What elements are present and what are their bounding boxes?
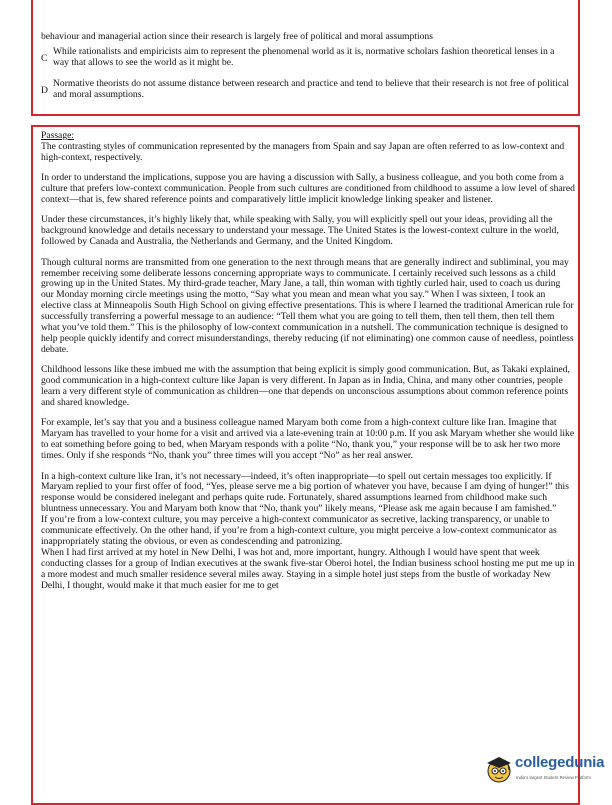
option-b-continuation: behaviour and managerial action since their research is largely free of political and moral assumptions xyxy=(41,31,433,42)
graduate-mascot-icon xyxy=(484,754,514,784)
option-c-letter: C xyxy=(41,53,48,64)
passage-paragraph-2: In order to understand the implications, suppose you are having a discussion with Sally, a business colleague, and you both come from a culture that prefers low-context communication. People from such cultures are conditioned from childhood to assume a low level of shared context—that is, few shared reference points and comparatively little implicit knowledge linking speaker and listener. xyxy=(41,172,575,206)
passage-paragraph-1: The contrasting styles of communication represented by the managers from Spain and say Japan are often referred to as low-context and high-context, respectively. xyxy=(41,140,565,163)
passage-paragraph-7: In a high-context culture like Iran, it’s not necessary—indeed, it’s often inappropriate—to spell out certain messages too explicitly. If Maryam replied to your first offer of food, “Yes, please serve me a big portion of whatever you have, because I am dying of hunger!” this response would be considered inelegant and perhaps quite rude. Fortunately, shared assumptions learned from childhood make such bluntness unnecessary. You and Maryam both know that “No, thank you” likely means, “Please ask me again because I am famished.” xyxy=(41,470,569,515)
option-d[interactable] xyxy=(41,79,573,101)
passage-paragraph-3: Under these circumstances, it’s highly likely that, while speaking with Sally, you will explicitly spell out your ideas, providing all the background knowledge and details necessary to understand your message. The United States is the lowest-context culture in the world, followed by Canada and Australia, the Netherlands and Germany, and the United Kingdom. xyxy=(41,214,559,248)
question-options-box xyxy=(31,0,580,116)
option-d-letter: D xyxy=(41,85,48,96)
option-c-text: While rationalists and empiricists aim to represent the phenomenal world as it is, normative scholars fashion theoretical lenses in a way that allows to see the world as it might be. xyxy=(53,46,555,68)
brand-tagline: India's largest Student Review Platform xyxy=(516,775,591,780)
passage-paragraph-5: Childhood lessons like these imbued me with the assumption that being explicit is simply good communication. But, as Takaki explained, good communication in a high-context culture like Japan is very different. In Japan as in India, China, and many other countries, people learn a very different style of communication as children—one that depends on unconscious assumptions about common reference points and shared knowledge. xyxy=(41,364,570,409)
passage-content xyxy=(41,131,575,592)
passage-paragraph-8: If you’re from a low-context culture, you may perceive a high-context communicator as secretive, lacking transparency, or unable to communicate effectively. On the other hand, if you’re from a high-context culture, you might perceive a low-context communicator as inappropriately stating the obvious, or even as condescending and patronizing. xyxy=(41,514,557,547)
collegedunia-watermark xyxy=(484,752,612,792)
passage-label: Passage: xyxy=(41,130,75,141)
passage-paragraph-4: Though cultural norms are transmitted from one generation to the next through means that are generally indirect and subliminal, you may remember receiving some deliberate lessons concerning appropriate ways to communicate. I certainly received such lessons as a child growing up in the United States. My third-grade teacher, Mary Jane, a tall, thin woman with tightly curled hair, used to coach us during our Monday morning circle meetings using the motto, “Say what you mean and mean what you say.” When I was sixteen, I took an elective class at Minneapolis South High School on giving effective presentations. This is where I learned the traditional American rule for successfully transferring a powerful message to an audience: “Tell them what you are going to tell them, then tell them, then tell them what you’ve told them.” This is the philosophy of low-context communication in a nutshell. The communication technique is designed to help people quickly identify and correct misunderstandings, thereby reducing (if not eliminating) one common cause of needless, pointless debate. xyxy=(41,256,574,355)
passage-paragraph-9: When I had first arrived at my hotel in New Delhi, I was hot and, more important, hungry. Although I would have spent that week conducting classes for a group of Indian executives at the swank five-star Oberoi hotel, the Indian business school hosting me put me up in a more modest and much smaller residence several miles away. Staying in a simple hotel just steps from the bustle of workaday New Delhi, I thought, would make it that much easier for me to get xyxy=(41,546,575,591)
passage-box xyxy=(31,125,580,805)
brand-name: collegedunia xyxy=(515,754,605,771)
passage-paragraph-6: For example, let’s say that you and a business colleague named Maryam both come from a high-context culture like Iran. Imagine that Maryam has travelled to your home for a visit and arrived via a late-evening train at 10:00 p.m. If you ask Maryam whether she would like to eat something before going to bed, when Maryam responds with a polite “No, thank you,” your response will be to ask her two more times. Only if she responds “No, thank you” three times will you accept “No” as her real answer. xyxy=(41,417,575,462)
option-c[interactable] xyxy=(41,47,573,69)
option-d-text: Normative theorists do not assume distance between research and practice and tend to believe that their research is not free of political and moral assumptions. xyxy=(53,78,569,100)
